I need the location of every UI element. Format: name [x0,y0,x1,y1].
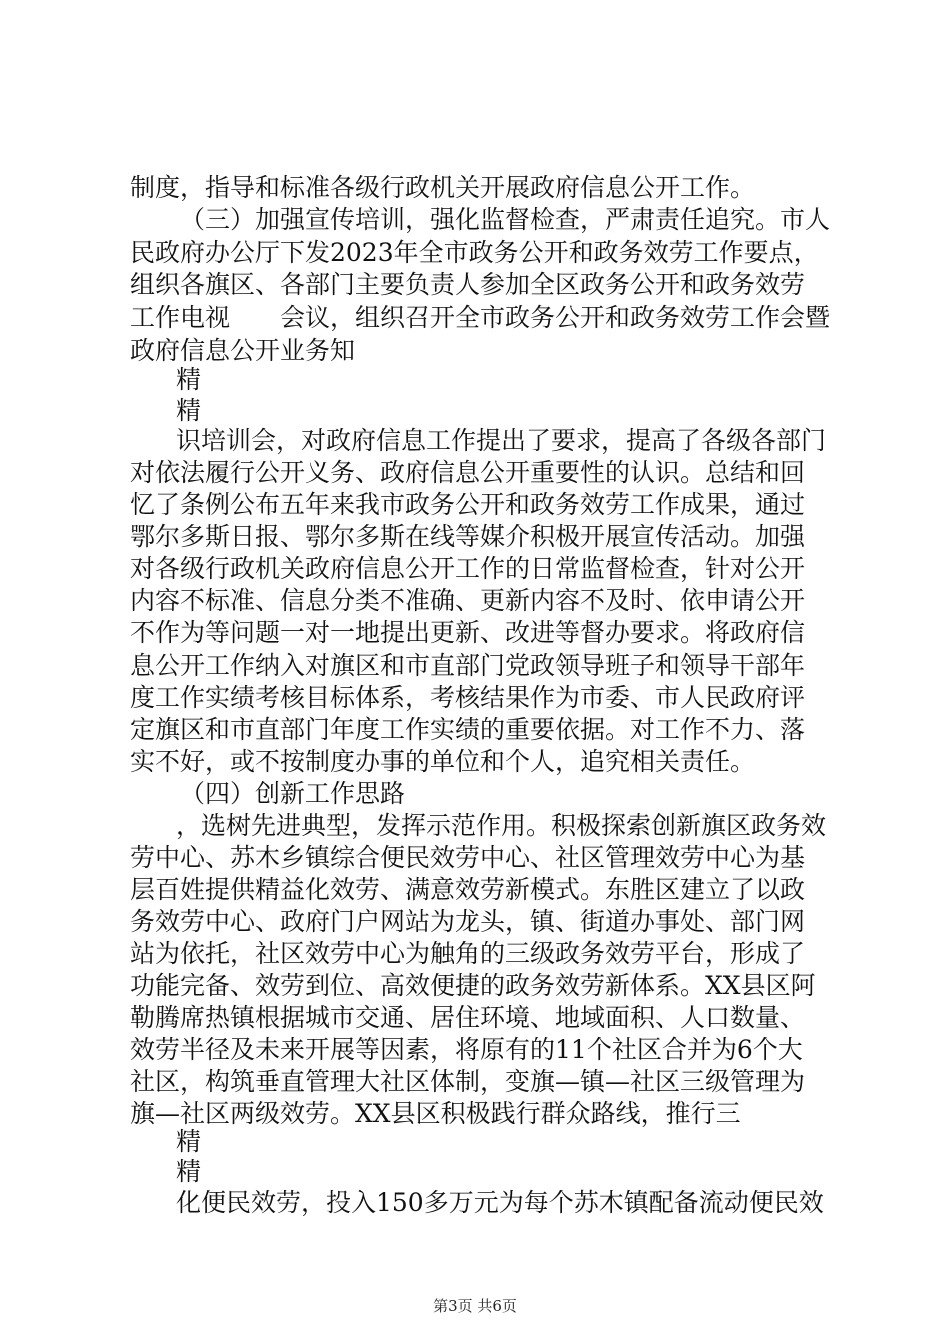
text-line: 民政府办公厅下发2023年全市政务公开和政务效劳工作要点， [130,238,819,267]
text-line: ，选树先进典型，发挥示范作用。积极探索创新旗区政务效 [176,811,827,840]
text-line: 勒腾席热镇根据城市交通、居住环境、地域面积、人口数量、 [130,1003,806,1032]
text-line: 功能完备、效劳到位、高效便捷的政务效劳新体系。XX县区阿 [130,971,816,1000]
text-line: （三）加强宣传培训，强化监督检查，严肃责任追究。市人 [180,205,831,234]
text-line: 忆了条例公布五年来我市政务公开和政务效劳工作成果，通过 [130,490,806,519]
text-line: 息公开工作纳入对旗区和市直部门党政领导班子和领导干部年 [130,651,806,680]
text-line: 鄂尔多斯日报、鄂尔多斯在线等媒介积极开展宣传活动。加强 [130,522,806,551]
text-line: 对依法履行公开义务、政府信息公开重要性的认识。总结和回 [130,458,806,487]
text-line: 精 [176,396,202,425]
text-line: 实不好，或不按制度办事的单位和个人，追究相关责任。 [130,747,756,776]
text-line: 对各级行政机关政府信息公开工作的日常监督检查，针对公开 [130,554,806,583]
text-line: 化便民效劳，投入150多万元为每个苏木镇配备流动便民效 [176,1188,824,1217]
text-line: 识培训会，对政府信息工作提出了要求，提高了各级各部门 [176,426,827,455]
text-line: 工作电视 会议，组织召开全市政务公开和政务效劳工作会暨 [130,303,831,332]
text-line: 精 [176,1127,202,1156]
text-line: 组织各旗区、各部门主要负责人参加全区政务公开和政务效劳 [130,270,806,299]
text-line: 内容不标准、信息分类不准确、更新内容不及时、依申请公开 [130,586,806,615]
text-line: 度工作实绩考核目标体系，考核结果作为市委、市人民政府评 [130,683,806,712]
text-line: 务效劳中心、政府门户网站为龙头，镇、街道办事处、部门网 [130,907,806,936]
page-footer: 第3页 共6页 [433,1297,517,1315]
text-line: 站为依托，社区效劳中心为触角的三级政务效劳平台，形成了 [130,939,806,968]
text-line: 精 [176,365,202,394]
text-line: 效劳半径及未来开展等因素，将原有的11个社区合并为6个大 [130,1035,803,1064]
text-line: 制度，指导和标准各级行政机关开展政府信息公开工作。 [130,173,756,202]
text-line: 层百姓提供精益化效劳、满意效劳新模式。东胜区建立了以政 [130,875,806,904]
text-line: 旗—社区两级效劳。XX县区积极践行群众路线，推行三 [130,1099,741,1128]
text-line: 定旗区和市直部门年度工作实绩的重要依据。对工作不力、落 [130,715,806,744]
text-line: 不作为等问题一对一地提出更新、改进等督办要求。将政府信 [130,618,806,647]
text-line: 精 [176,1157,202,1186]
text-line: 政府信息公开业务知 [130,336,356,365]
text-line: 社区，构筑垂直管理大社区体制，变旗—镇—社区三级管理为 [130,1067,806,1096]
section-heading: （四）创新工作思路 [180,779,406,808]
text-line: 劳中心、苏木乡镇综合便民效劳中心、社区管理效劳中心为基 [130,843,806,872]
